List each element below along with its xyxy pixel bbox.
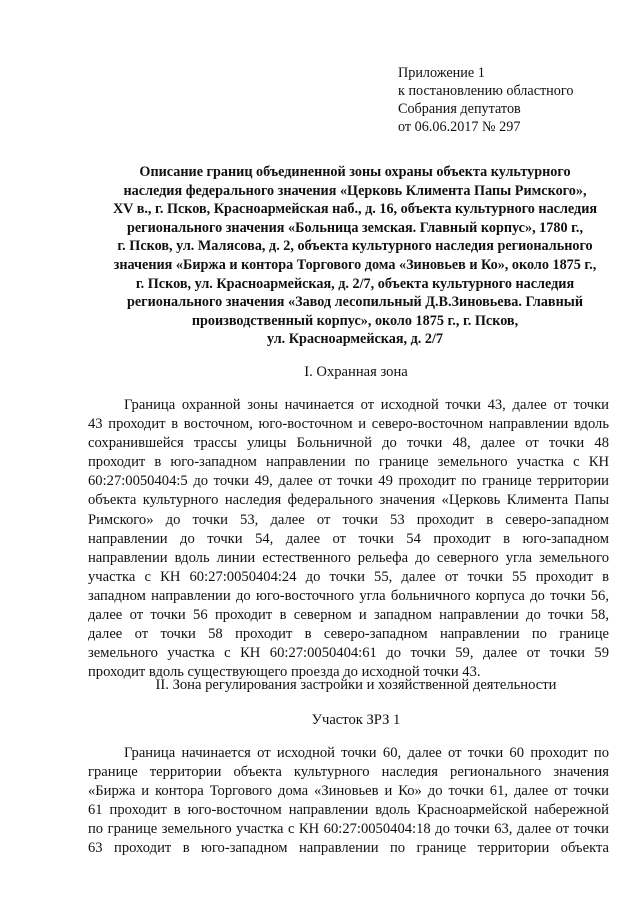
paragraph-line: Граница охранной зоны начинается от исходной точки 43, далее от точки [124, 397, 609, 413]
paragraph-line: земельного участка с КН 60:27:0050404:61 до точки 59, далее от точки 59 [88, 645, 609, 662]
appendix-line: Приложение 1 [398, 65, 485, 81]
paragraph-line: участка с КН 60:27:0050404:24 до точки 55, далее от точки 55 проходит в [88, 568, 609, 585]
paragraph-line: далее от точки 58 проходит в северо-западном направлении по границе [88, 626, 609, 643]
paragraph-line: проходит вдоль существующего проезда до исходной точки 43. [88, 664, 481, 681]
title-line: регионального значения «Завод лесопильный Д.В.Зиновьева. Главный [126, 294, 584, 311]
paragraph-line: 43 проходит в восточном, юго-восточном и северо-восточном направлении вдоль [88, 416, 609, 433]
title-line: XV в., г. Псков, Красноармейская наб., д. 16, объекта культурного наследия [112, 201, 598, 218]
paragraph-line: 63 проходит в юго-западном направлении по границе территории объекта [88, 840, 609, 857]
paragraph-line: Римского» до точки 53, далее от точки 53 проходит в северо-западном [88, 511, 609, 528]
title-line: г. Псков, ул. Малясова, д. 2, объекта культурного наследия регионального [117, 238, 593, 255]
paragraph-line: далее от точки 56 проходит в северном и западном направлении до точки 58, [88, 607, 609, 624]
paragraph-line: по границе земельного участка с КН 60:27:0050404:18 до точки 63, далее от точки [88, 821, 609, 838]
title-line: производственный корпус», около 1875 г., г. Псков, [191, 312, 519, 329]
appendix-line: от 06.06.2017 № 297 [398, 119, 521, 135]
appendix-block [398, 64, 573, 136]
title-line: г. Псков, ул. Красноармейская, д. 2/7, объекта культурного наследия [135, 275, 575, 292]
title-line: значения «Биржа и контора Торгового дома «Зиновьев и Ко», около 1875 г., [113, 256, 597, 273]
title-line: Описание границ объединенной зоны охраны объекта культурного [139, 164, 571, 180]
section2-paragraph [88, 744, 609, 859]
appendix-line: к постановлению областного [398, 83, 574, 99]
paragraph-line: Граница начинается от исходной точки 60, далее от точки 60 проходит по [124, 745, 609, 761]
paragraph-line: 60:27:0050404:5 до точки 49, далее от точки 49 проходит по границе территории [88, 473, 609, 490]
paragraph-line: направлении до точки 54, далее от точки 54 проходит в юго-западном [88, 530, 609, 547]
title-line: ул. Красноармейская, д. 2/7 [266, 331, 444, 348]
paragraph-line: сохранившейся трассы улицы Больничной до точки 48, далее от точки 48 [88, 435, 609, 452]
title-line: наследия федерального значения «Церковь Климента Папы Римского», [123, 182, 587, 199]
section2-heading: II. Зона регулирования застройки и хозяйственной деятельности [155, 677, 557, 693]
document-title [84, 163, 626, 349]
paragraph-line: 61 проходит в юго-восточном направлении вдоль Красноармейской набережной [88, 802, 609, 819]
paragraph-line: направлении вдоль линии естественного рельефа до северного угла земельного [88, 549, 609, 566]
title-line: регионального значения «Больница земская. Главный корпус», 1780 г., [126, 219, 584, 236]
section2-subheading: Участок ЗРЗ 1 [311, 712, 401, 728]
section1-heading: I. Охранная зона [304, 364, 408, 380]
appendix-line: Собрания депутатов [398, 101, 521, 117]
section1-paragraph [88, 396, 609, 682]
paragraph-line: проходит в юго-западном направлении по границе земельного участка с КН [88, 454, 609, 471]
paragraph-line: границе территории объекта культурного наследия регионального значения [88, 764, 609, 781]
paragraph-line: «Биржа и контора Торгового дома «Зиновьев и Ко» до точки 61, далее от точки [88, 783, 609, 800]
paragraph-line: западном направлении до юго-восточного угла больничного корпуса до точки 56, [88, 587, 609, 604]
paragraph-line: объекта культурного наследия федерального значения «Церковь Климента Папы [88, 492, 609, 509]
